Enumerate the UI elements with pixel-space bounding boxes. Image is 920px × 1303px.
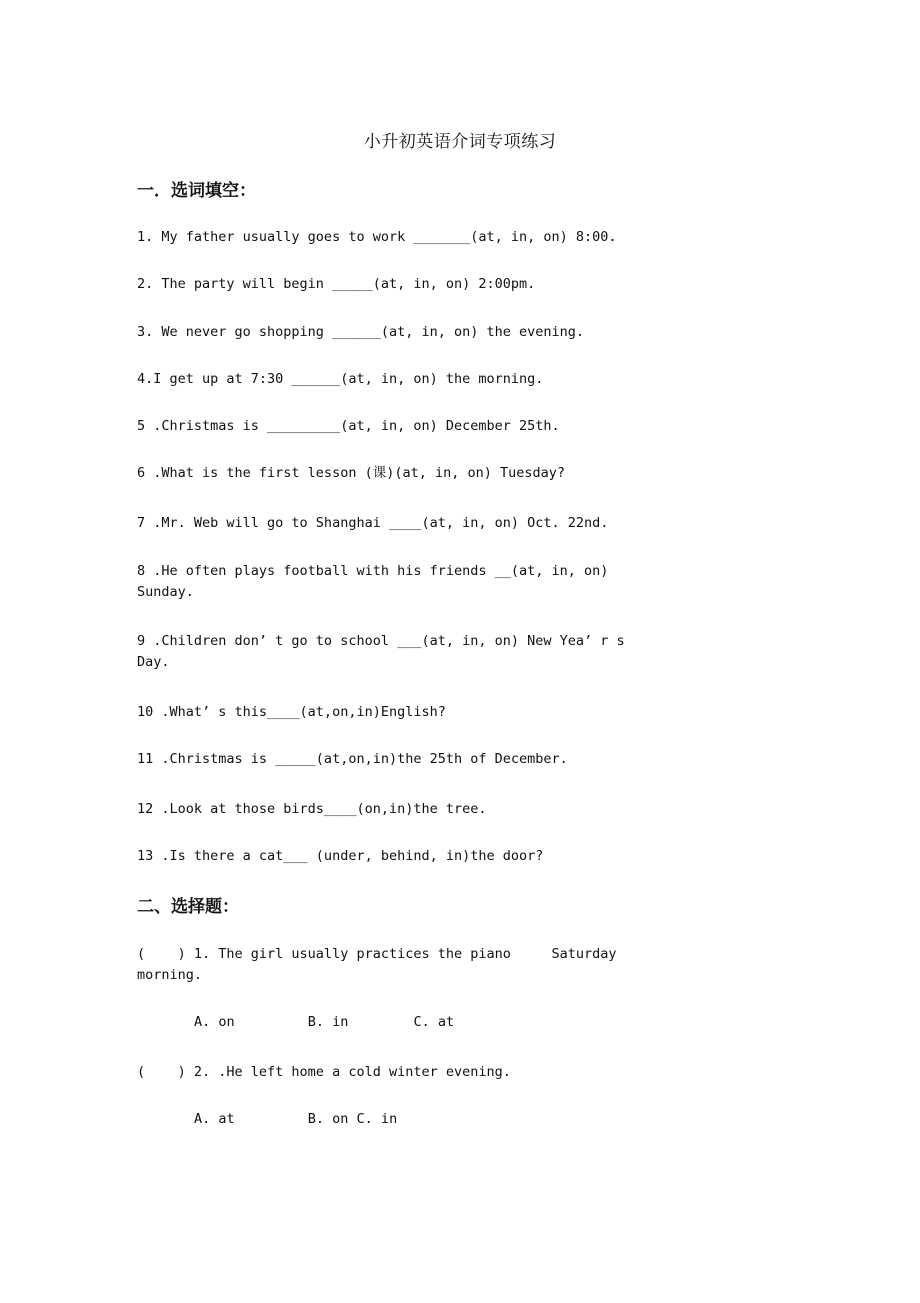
question-10: 10 .What’ s this____(at,on,in)English? — [137, 704, 446, 720]
question-11: 11 .Christmas is _____(at,on,in)the 25th of December. — [137, 751, 568, 767]
section-1-heading: 一．选词填空： — [137, 181, 256, 201]
question-7: 7 .Mr. Web will go to Shanghai ____(at, in, on) Oct. 22nd. — [137, 515, 609, 531]
question-8-line-2: Sunday. — [137, 584, 194, 600]
choice-question-1-options: A. on B. in C. at — [194, 1014, 455, 1030]
question-3: 3. We never go shopping ______(at, in, on) the evening. — [137, 324, 585, 340]
question-8-line-1: 8 .He often plays football with his friends __(at, in, on) — [137, 563, 609, 579]
page-title: 小升初英语介词专项练习 — [363, 132, 557, 152]
question-5: 5 .Christmas is _________(at, in, on) December 25th. — [137, 418, 560, 434]
question-2: 2. The party will begin _____(at, in, on) 2:00pm. — [137, 276, 536, 292]
question-1: 1. My father usually goes to work _______(at, in, on) 8:00. — [137, 229, 617, 245]
question-6: 6 .What is the first lesson (课)(at, in, on) Tuesday? — [137, 465, 566, 481]
choice-question-1-line-2: morning. — [137, 967, 203, 983]
question-12: 12 .Look at those birds____(on,in)the tree. — [137, 801, 487, 817]
choice-question-1-line-1: ( ) 1. The girl usually practices the piano Saturday — [137, 946, 617, 962]
question-9-line-2: Day. — [137, 654, 170, 670]
choice-question-2: ( ) 2. .He left home a cold winter evening. — [137, 1064, 511, 1080]
question-4: 4.I get up at 7:30 ______(at, in, on) the morning. — [137, 371, 544, 387]
question-9-line-1: 9 .Children don’ t go to school ___(at, in, on) New Yea’ r s — [137, 633, 625, 649]
section-2-heading: 二、选择题： — [137, 897, 239, 917]
question-13: 13 .Is there a cat___ (under, behind, in)the door? — [137, 848, 544, 864]
choice-question-2-options: A. at B. on C. in — [194, 1111, 398, 1127]
